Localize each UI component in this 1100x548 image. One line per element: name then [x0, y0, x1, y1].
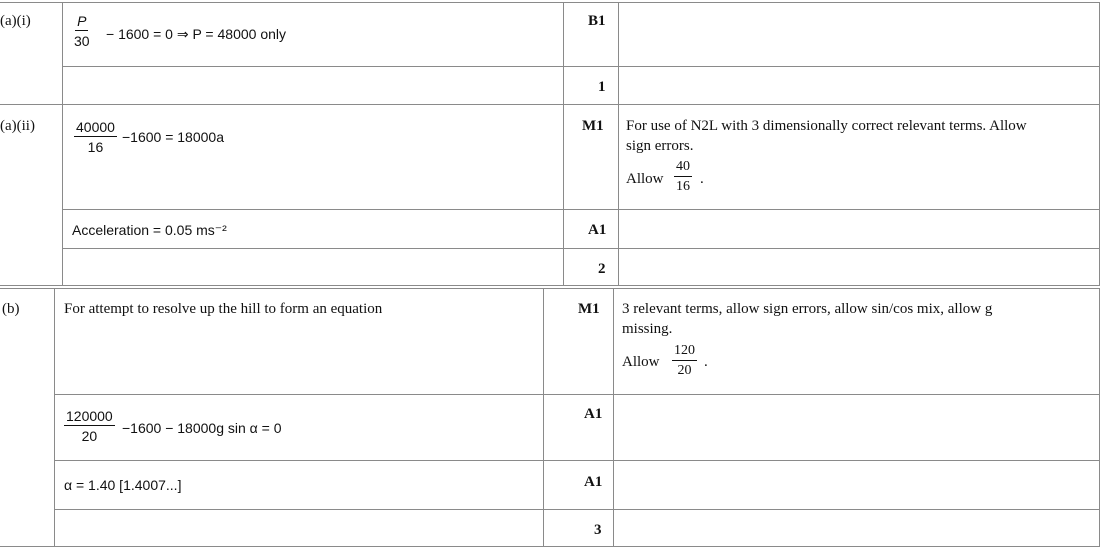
numerator: 40 — [674, 160, 692, 177]
subtotal-mark: 2 — [598, 261, 606, 277]
numerator: 120 — [672, 344, 697, 361]
denominator: 16 — [676, 179, 690, 194]
final-answer: α = 1.40 [1.4007...] — [64, 477, 182, 493]
fraction — [74, 120, 117, 154]
rule — [0, 546, 1100, 547]
part-label: (a)(i) — [0, 13, 31, 29]
guidance-note: . — [704, 354, 708, 370]
rule — [563, 2, 564, 286]
equation-text: −1600 = 18000a — [122, 129, 224, 145]
rule — [62, 248, 1100, 249]
fraction — [674, 160, 692, 194]
mark-code: A1 — [588, 222, 607, 238]
rule — [62, 209, 1100, 210]
rule — [54, 394, 1100, 395]
equation-text: −1600 − 18000g sin α = 0 — [122, 420, 282, 436]
guidance-note: sign errors. — [626, 138, 694, 154]
guidance-note: 3 relevant terms, allow sign errors, allow sin/cos mix, allow g — [622, 301, 993, 317]
rule — [0, 2, 1100, 3]
mark-code: B1 — [588, 13, 606, 29]
mark-code: A1 — [584, 474, 603, 490]
equation-text: − 1600 = 0 ⇒ P = 48000 only — [106, 26, 287, 42]
fraction — [672, 344, 697, 378]
rule — [62, 2, 63, 286]
part-label: (b) — [2, 301, 20, 317]
fraction — [74, 14, 90, 48]
rule — [543, 288, 544, 547]
mark-code: M1 — [582, 118, 604, 134]
part-label: (a)(ii) — [0, 118, 35, 134]
rule — [613, 288, 614, 547]
rule — [0, 285, 1100, 286]
numerator: 40000 — [76, 119, 115, 135]
denominator: 30 — [74, 33, 90, 49]
numerator: P — [77, 13, 87, 29]
numerator: 120000 — [66, 408, 113, 424]
method-text: For attempt to resolve up the hill to form an equation — [64, 301, 383, 317]
guidance-note: Allow — [622, 354, 660, 370]
rule — [0, 104, 1100, 105]
guidance-note: Allow — [626, 171, 664, 187]
rule — [54, 509, 1100, 510]
rule — [618, 2, 619, 286]
mark-code: M1 — [578, 301, 600, 317]
denominator: 16 — [87, 139, 104, 155]
subtotal-mark: 3 — [594, 522, 602, 538]
guidance-note: missing. — [622, 321, 673, 337]
rule — [54, 288, 55, 547]
denominator: 20 — [81, 428, 98, 444]
mark-code: A1 — [584, 406, 603, 422]
guidance-note: . — [700, 171, 704, 187]
acceleration-answer: Acceleration = 0.05 ms⁻² — [72, 222, 227, 238]
rule — [62, 66, 1100, 67]
guidance-note: For use of N2L with 3 dimensionally correct relevant terms. Allow — [626, 118, 1027, 134]
rule — [54, 460, 1100, 461]
subtotal-mark: 1 — [598, 79, 606, 95]
fraction — [64, 409, 115, 443]
denominator: 20 — [677, 363, 692, 378]
rule — [0, 288, 1100, 289]
